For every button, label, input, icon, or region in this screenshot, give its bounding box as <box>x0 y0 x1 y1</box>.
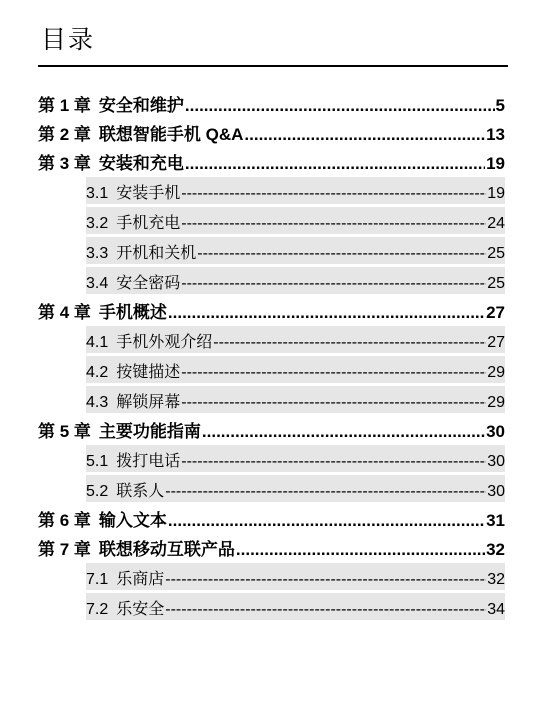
toc-leader <box>165 571 486 589</box>
toc-entry-title: 乐安全 <box>116 601 165 618</box>
toc-entry[interactable] <box>38 505 505 531</box>
toc-entry-title: 输入文本 <box>98 511 167 530</box>
toc-entry-number: 4.2 <box>86 364 109 381</box>
toc-entry-title: 乐商店 <box>116 571 165 588</box>
toc-leader <box>165 601 486 619</box>
toc-entry-page: 32 <box>487 571 505 588</box>
toc-leader <box>185 154 485 174</box>
toc-leader <box>185 96 495 116</box>
toc-entry-title: 联想智能手机 Q&A <box>98 125 244 144</box>
toc-entry-number: 5.1 <box>86 453 109 470</box>
toc-entry-page: 13 <box>486 125 505 144</box>
toc-entry[interactable] <box>86 593 505 620</box>
toc-entry[interactable] <box>86 475 505 502</box>
toc-entry-number: 第 6 章 <box>38 511 91 530</box>
toc-entry-page: 34 <box>487 601 505 618</box>
toc-leader <box>181 215 486 233</box>
toc-leader <box>181 185 486 203</box>
toc-leader <box>236 540 485 560</box>
toc-entry-title: 安全密码 <box>116 275 181 292</box>
toc-entry-number: 3.1 <box>86 185 109 202</box>
toc-entry-number: 7.1 <box>86 571 109 588</box>
toc-entry-number: 7.2 <box>86 601 109 618</box>
toc-entry-number: 4.3 <box>86 394 109 411</box>
toc-leader <box>181 364 486 382</box>
toc-entry-page: 29 <box>487 394 505 411</box>
toc-leader <box>168 303 485 323</box>
toc-entry[interactable] <box>86 326 505 353</box>
toc-entry-number: 5.2 <box>86 483 109 500</box>
toc-entry-number: 第 4 章 <box>38 303 91 322</box>
toc-entry-title: 按键描述 <box>116 364 181 381</box>
page-title: 目录 <box>41 25 96 54</box>
toc-entry-number: 第 1 章 <box>38 96 91 115</box>
toc-entry-number: 第 2 章 <box>38 125 91 144</box>
toc-entry-page: 25 <box>487 245 505 262</box>
toc-entry-number: 3.2 <box>86 215 109 232</box>
toc-entry-title: 开机和关机 <box>116 245 197 262</box>
toc-entry[interactable] <box>86 563 505 590</box>
toc-leader <box>213 334 486 352</box>
toc-entry-page: 31 <box>486 511 505 530</box>
toc-entry-title: 安装和充电 <box>98 154 184 173</box>
toc-entry-page: 27 <box>487 334 505 351</box>
toc-entry-number: 3.3 <box>86 245 109 262</box>
toc-entry-number: 第 3 章 <box>38 154 91 173</box>
toc-entry-number: 3.4 <box>86 275 109 292</box>
toc-leader <box>181 394 486 412</box>
toc-entry-number: 第 5 章 <box>38 422 91 441</box>
toc-entry[interactable] <box>38 148 505 174</box>
title-divider <box>38 65 508 67</box>
toc-entry-title: 安装手机 <box>116 185 181 202</box>
toc-entry-title: 手机外观介绍 <box>116 334 213 351</box>
toc-leader <box>165 483 486 501</box>
toc-entry-title: 手机概述 <box>98 303 167 322</box>
toc-entry[interactable] <box>86 177 505 204</box>
toc-entry-page: 5 <box>495 96 505 115</box>
table-of-contents <box>38 90 505 623</box>
toc-entry-title: 解锁屏幕 <box>116 394 181 411</box>
toc-entry[interactable] <box>86 267 505 294</box>
toc-entry[interactable] <box>38 90 505 116</box>
toc-entry-number: 4.1 <box>86 334 109 351</box>
toc-entry[interactable] <box>86 356 505 383</box>
toc-leader <box>168 511 485 531</box>
toc-entry[interactable] <box>86 386 505 413</box>
toc-entry-page: 30 <box>487 483 505 500</box>
toc-entry[interactable] <box>86 207 505 234</box>
toc-entry[interactable] <box>38 534 505 560</box>
toc-entry-title: 主要功能指南 <box>98 422 201 441</box>
toc-entry-page: 19 <box>487 185 505 202</box>
toc-entry-page: 19 <box>486 154 505 173</box>
toc-entry[interactable] <box>38 119 505 145</box>
toc-leader <box>197 245 486 263</box>
toc-entry-page: 29 <box>487 364 505 381</box>
toc-entry-page: 24 <box>487 215 505 232</box>
toc-entry-title: 联系人 <box>116 483 165 500</box>
toc-entry-page: 30 <box>487 453 505 470</box>
toc-entry-page: 32 <box>486 540 505 559</box>
toc-leader <box>244 125 485 145</box>
toc-entry-number: 第 7 章 <box>38 540 91 559</box>
toc-entry[interactable] <box>86 237 505 264</box>
toc-entry-page: 25 <box>487 275 505 292</box>
toc-entry-page: 30 <box>486 422 505 441</box>
toc-entry[interactable] <box>86 445 505 472</box>
toc-entry-title: 拨打电话 <box>116 453 181 470</box>
toc-leader <box>202 422 485 442</box>
toc-entry[interactable] <box>38 297 505 323</box>
toc-entry-title: 手机充电 <box>116 215 181 232</box>
toc-entry-title: 联想移动互联产品 <box>98 540 235 559</box>
toc-leader <box>181 275 486 293</box>
toc-entry[interactable] <box>38 416 505 442</box>
toc-entry-title: 安全和维护 <box>98 96 184 115</box>
toc-leader <box>181 453 486 471</box>
toc-entry-page: 27 <box>486 303 505 322</box>
